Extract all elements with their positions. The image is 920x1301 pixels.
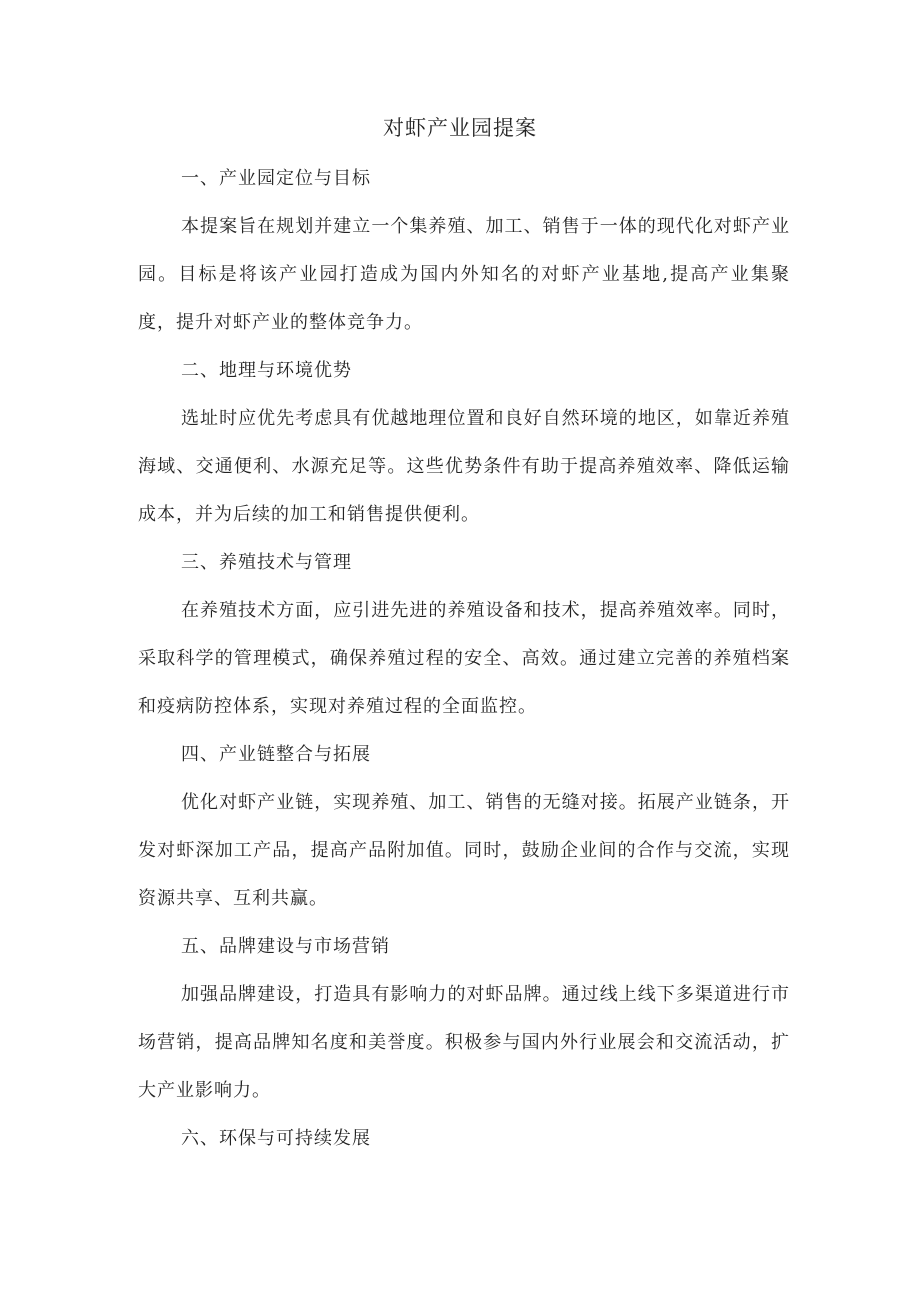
section-heading-1: 一、产业园定位与目标	[181, 168, 371, 189]
document-title: 对虾产业园提案	[383, 116, 537, 140]
section-heading-2: 二、地理与环境优势	[181, 360, 352, 381]
section-heading-4: 四、产业链整合与拓展	[181, 744, 371, 765]
section-paragraph-4: 优化对虾产业链，实现养殖、加工、销售的无缝对接。拓展产业链条，开发对虾深加工产品，提高产品附加值。同时，鼓励企业间的合作与交流，实现资源共享、互利共赢。	[138, 792, 790, 909]
section-heading-3: 三、养殖技术与管理	[181, 552, 352, 573]
section-paragraph-2: 选址时应优先考虑具有优越地理位置和良好自然环境的地区，如靠近养殖海域、交通便利、水源充足等。这些优势条件有助于提高养殖效率、降低运输成本，并为后续的加工和销售提供便利。	[138, 408, 790, 525]
section-paragraph-3: 在养殖技术方面，应引进先进的养殖设备和技术，提高养殖效率。同时，采取科学的管理模式，确保养殖过程的安全、高效。通过建立完善的养殖档案和疫病防控体系，实现对养殖过程的全面监控。	[138, 600, 790, 717]
section-heading-5: 五、品牌建设与市场营销	[181, 936, 390, 957]
section-paragraph-5: 加强品牌建设，打造具有影响力的对虾品牌。通过线上线下多渠道进行市场营销，提高品牌知名度和美誉度。积极参与国内外行业展会和交流活动，扩大产业影响力。	[138, 984, 790, 1101]
section-paragraph-1: 本提案旨在规划并建立一个集养殖、加工、销售于一体的现代化对虾产业园。目标是将该产业园打造成为国内外知名的对虾产业基地,提高产业集聚度，提升对虾产业的整体竞争力。	[138, 216, 790, 333]
section-heading-6: 六、环保与可持续发展	[181, 1128, 371, 1149]
document-body	[138, 155, 790, 1163]
